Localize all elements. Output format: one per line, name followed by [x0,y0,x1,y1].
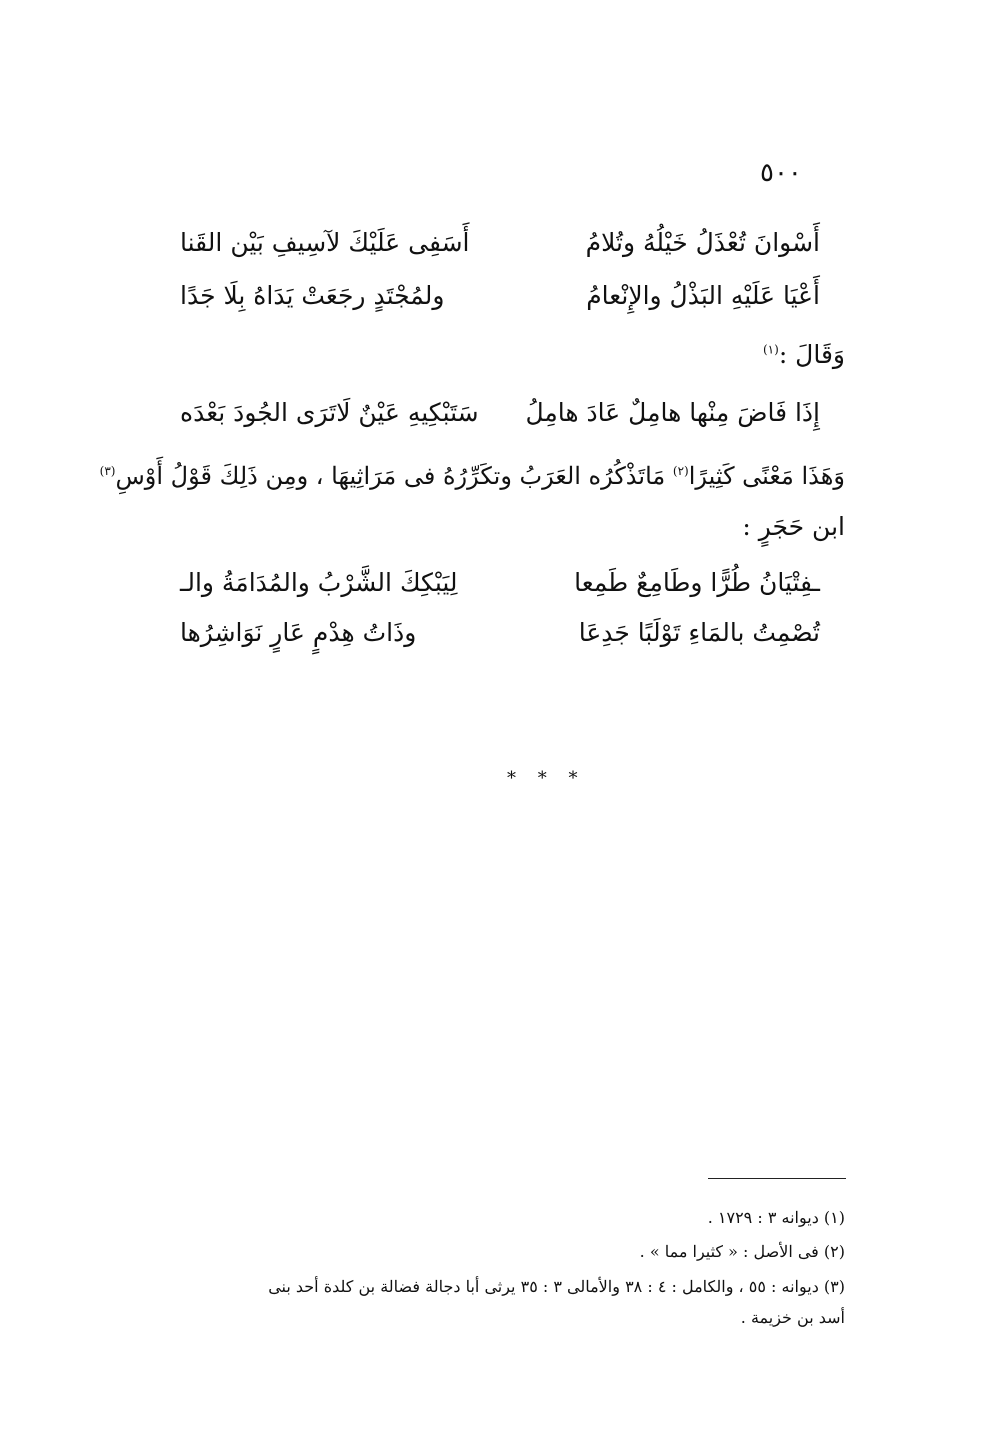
verse-line [180,275,820,315]
footnote-2: (٢) فى الأصل : « كثيرا مما » . [639,1242,845,1261]
verse-second-hemistich: أَسْوانَ تُعْذَلُ خَيْلُهُ وتُلامُ [585,227,820,257]
verse-line [180,392,820,432]
verse-second-hemistich: ـفِتْيَانُ طُرًّا وطَامِعٌ طَمِعا [574,567,820,597]
verse-first-hemistich: سَتَبْكِيهِ عَيْنٌ لَاتَرَى الجُودَ بَعْدَه [180,397,479,427]
verse-second-hemistich: أَعْيَا عَلَيْهِ البَذْلُ والإِنْعامُ [586,280,820,310]
footnote-marker: (١) [762,342,779,357]
verse-first-hemistich: لِيَبْكِكَ الشَّرْبُ والمُدَامَةُ والـ [180,567,458,597]
section-separator: * * * [507,768,586,789]
footnote-marker: (٣) [99,464,116,478]
prose-line [99,462,845,490]
prose-line: ابن حَجَرٍ : [742,512,845,541]
footnote-3-continued: أسد بن خزيمة . [740,1308,845,1327]
verse-second-hemistich: إِذَا فَاضَ مِنْها هامِلٌ عَادَ هامِلُ [525,397,820,427]
verse-first-hemistich: وذَاتُ هِدْمٍ عَارٍ نَوَاشِرُها [180,617,417,647]
verse-first-hemistich: ولمُجْتَدٍ رجَعَتْ يَدَاهُ بِلَا جَدًا [180,280,445,310]
verse-first-hemistich: أَسَفِى عَلَيْكَ لآسِيفِ بَيْن القَنا [180,227,470,257]
prose-text: مَاتَذْكُرُه العَرَبُ وتكَرِّرُهُ فى مَرَاثِيهَا ، ومِن ذَلِكَ قَوْلُ أَوْسِ [115,462,666,490]
verse-second-hemistich: تُصْمِتُ بالمَاءِ تَوْلَبًا جَدِعَا [578,617,820,647]
footnote-1: (١) ديوانه ٣ : ١٧٢٩ . [707,1208,845,1227]
prose-text: وَهَذَا مَعْنًى كَثِيرًا [688,462,845,490]
footnote-rule [708,1178,846,1179]
verse-line [180,562,820,602]
footnote-marker: (٢) [672,464,689,478]
verse-line [180,222,820,262]
footnote-3: (٣) ديوانه : ٥٥ ، والكامل : ٤ : ٣٨ والأمالى ٣ : ٣٥ يرثى أبا دجالة فضالة بن كلدة أحد بنى [268,1277,845,1296]
verse-line [180,612,820,652]
poem-intro [763,340,845,369]
page-number: ٥٠٠ [760,158,802,188]
intro-text: وَقَالَ : [778,340,845,369]
